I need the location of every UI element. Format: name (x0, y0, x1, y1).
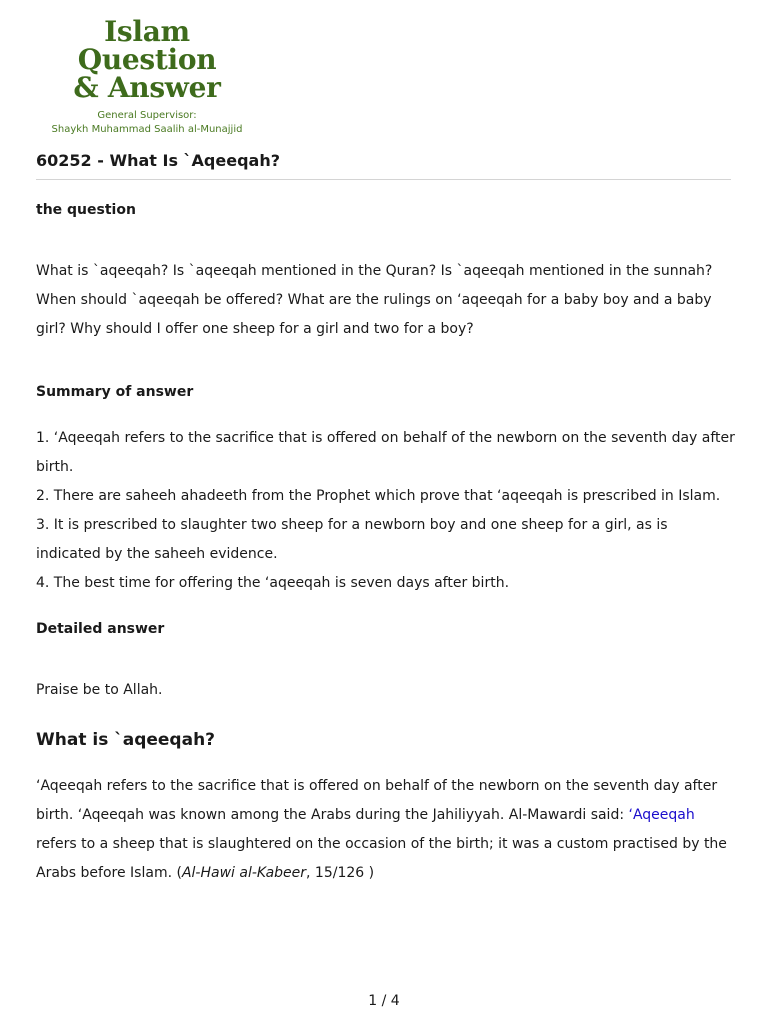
site-logo[interactable] (36, 15, 258, 137)
paragraph-text: refers to a sheep that is slaughtered on the occasion of the birth; it was a custom practised by the Arabs before Islam. ( (36, 836, 727, 881)
page-title: 60252 - What Is `Aqeeqah? (36, 151, 281, 170)
question-label: the question (36, 202, 136, 218)
detailed-answer-label: Detailed answer (36, 621, 165, 637)
logo-supervisor-label: General Supervisor: (97, 110, 197, 121)
logo-supervisor-name: Shaykh Muhammad Saalih al-Munajjid (51, 124, 243, 135)
summary-item: 2. There are saheeh ahadeeth from the Prophet which prove that ‘aqeeqah is prescribed in Islam. (36, 488, 721, 504)
summary-item: 3. It is prescribed to slaughter two sheep for a newborn boy and one sheep for a girl, as is indicated by the saheeh evidence. (36, 517, 668, 562)
summary-item: 1. ‘Aqeeqah refers to the sacrifice that is offered on behalf of the newborn on the seventh day after birth. (36, 430, 735, 475)
source-reference: , 15/126 ) (306, 865, 375, 881)
summary-list (36, 424, 736, 598)
summary-label: Summary of answer (36, 384, 194, 400)
logo-title-line1: Islam Question (77, 15, 217, 76)
paragraph-text: ‘Aqeeqah refers to the sacrifice that is offered on behalf of the newborn on the seventh day after birth. ‘Aqeeqah was known among the Arabs during the Jahiliyyah. Al-Mawardi said: (36, 778, 718, 823)
summary-item: 4. The best time for offering the ‘aqeeqah is seven days after birth. (36, 575, 510, 591)
definition-paragraph (36, 772, 736, 888)
question-text: What is `aqeeqah? Is `aqeeqah mentioned in the Quran? Is `aqeeqah mentioned in the sunnah? When should `aqeeqah be offered? What are the rulings on ‘aqeeqah for a baby boy and a baby girl? Why should I offer one sheep for a girl and two for a boy? (36, 263, 713, 337)
source-title: Al-Hawi al-Kabeer (181, 865, 307, 881)
section-heading: What is `aqeeqah? (36, 730, 216, 750)
page-number: 1 / 4 (368, 993, 400, 1009)
aqeeqah-link[interactable]: ‘Aqeeqah (628, 807, 695, 823)
opening-praise: Praise be to Allah. (36, 682, 163, 698)
logo-title-line2: & Answer (73, 71, 221, 104)
title-divider (36, 179, 731, 180)
